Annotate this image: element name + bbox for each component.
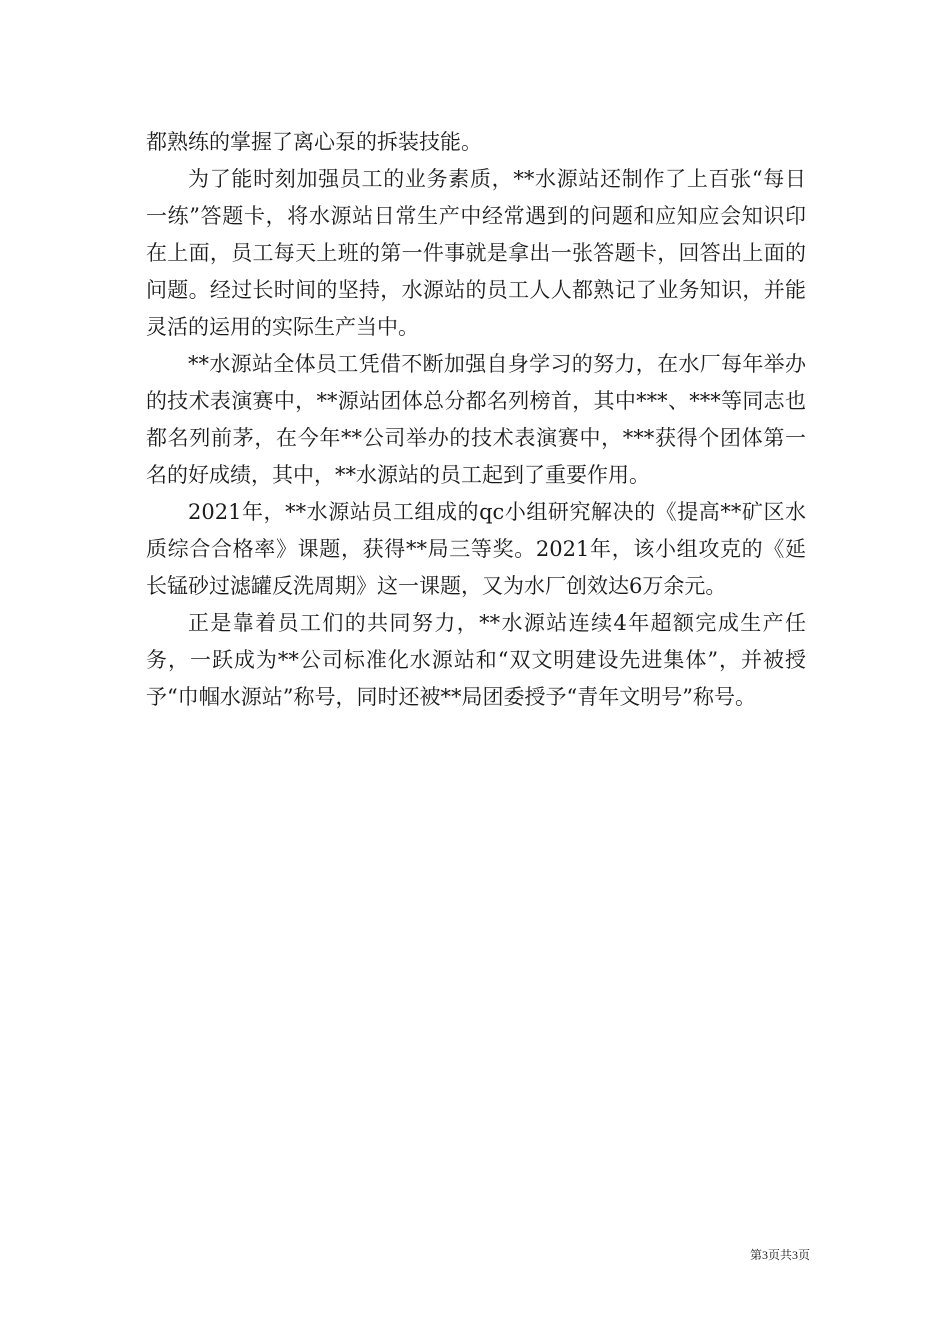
paragraph-4: 2021年，**水源站员工组成的qc小组研究解决的《提高**矿区水质综合合格率》课题，获得**局三等奖。2021年，该小组攻克的《延长锰砂过滤罐反洗周期》这一课题，又为水厂创效达6万余元。 [146, 500, 806, 598]
paragraph-3: **水源站全体员工凭借不断加强自身学习的努力，在水厂每年举办的技术表演赛中，**源站团体总分都名列榜首，其中***、***等同志也都名列前茅，在今年**公司举办的技术表演赛中，***获得个团体第一名的好成绩，其中，**水源站的员工起到了重要作用。 [146, 352, 806, 487]
paragraph-1: 都熟练的掌握了离心泵的拆装技能。 [146, 130, 482, 154]
paragraph-5: 正是靠着员工们的共同努力，**水源站连续4年超额完成生产任务，一跃成为**公司标准化水源站和“双文明建设先进集体”，并被授予“巾帼水源站”称号，同时还被**局团委授予“青年文明号”称号。 [146, 611, 806, 709]
document-body [146, 124, 806, 716]
paragraph-2: 为了能时刻加强员工的业务素质，**水源站还制作了上百张“每日一练”答题卡，将水源站日常生产中经常遇到的问题和应知应会知识印在上面，员工每天上班的第一件事就是拿出一张答题卡，回答出上面的问题。经过长时间的坚持，水源站的员工人人都熟记了业务知识，并能灵活的运用的实际生产当中。 [146, 167, 806, 339]
page-number-footer: 第3页共3页 [749, 1248, 810, 1262]
